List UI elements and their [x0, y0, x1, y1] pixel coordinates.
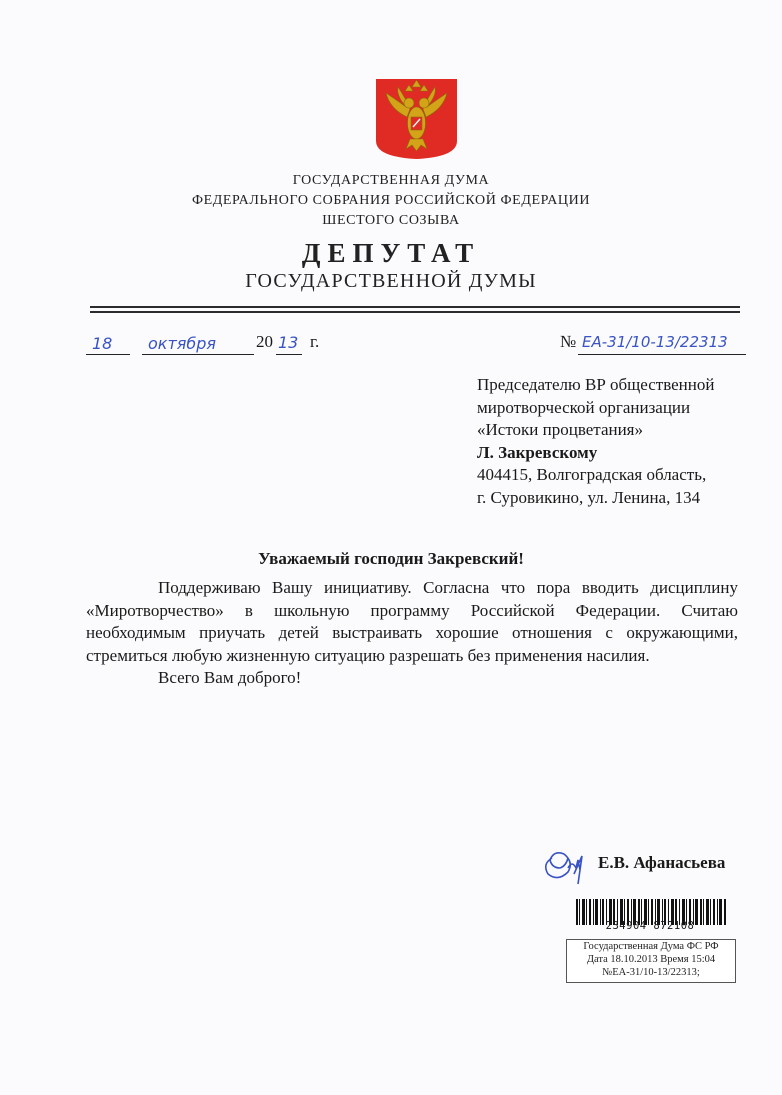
addressee-line-2: миротворческой организации [477, 397, 691, 417]
date-suffix: г. [310, 332, 320, 351]
number-sign: № [560, 332, 577, 351]
addressee-line-5: г. Суровикино, ул. Ленина, 134 [477, 487, 701, 507]
date-year-prefix: 20 [256, 332, 273, 351]
addressee-line-1: Председателю ВР общественной [477, 375, 715, 394]
coat-of-arms-icon [376, 79, 457, 159]
header-line-3: ШЕСТОГО СОЗЫВА [322, 213, 460, 228]
letter-closing: Всего Вам доброго! [158, 668, 302, 687]
date-year-underline [276, 354, 302, 355]
date-year-suffix: 13 [278, 333, 299, 352]
addressee-name: Л. Закревскому [477, 442, 598, 462]
stamp-line-3: №ЕА-31/10-13/22313; [602, 967, 700, 978]
signer-name: Е.В. Афанасьева [598, 853, 726, 872]
reference-number-field [560, 330, 760, 360]
header-subtitle: ГОСУДАРСТВЕННОЙ ДУМЫ [245, 270, 537, 292]
stamp-line-2: Дата 18.10.2013 Время 15:04 [586, 954, 716, 965]
reference-number: ЕА-31/10-13/22313 [582, 333, 728, 351]
header-line-1: ГОСУДАРСТВЕННАЯ ДУМА [292, 173, 490, 188]
reference-number-underline [578, 354, 746, 355]
letter-paragraph: Поддерживаю Вашу инициативу. Согласна что пора вводить дисциплину «Миротворчество» в школьную программу Российской Федерации. Считаю необходимым приучать детей выстраивать хорошие отношения с окружающими, стремиться любую жизненную ситуацию разрешать без применения насилия. [86, 578, 738, 665]
date-day-underline [86, 354, 130, 355]
signature-icon [538, 838, 598, 888]
header-divider-top [90, 306, 740, 308]
header-title: ДЕПУТАТ [301, 238, 481, 268]
date-field [86, 330, 336, 360]
barcode-number: 234904 872108 [605, 920, 695, 932]
header-divider-bottom [90, 311, 740, 313]
header-line-2: ФЕДЕРАЛЬНОГО СОБРАНИЯ РОССИЙСКОЙ ФЕДЕРАЦИИ [191, 193, 591, 208]
letter-body [86, 577, 738, 690]
stamp-info-box [566, 939, 736, 983]
registration-stamp [560, 895, 740, 985]
addressee-line-4: 404415, Волгоградская область, [477, 465, 707, 484]
date-month-underline [142, 354, 254, 355]
addressee-line-3: «Истоки процветания» [477, 420, 643, 439]
stamp-line-1: Государственная Дума ФС РФ [583, 941, 719, 952]
salutation: Уважаемый господин Закревский! [258, 549, 524, 568]
date-day: 18 [92, 334, 113, 353]
addressee-block [477, 374, 714, 509]
date-month: октября [148, 334, 217, 353]
